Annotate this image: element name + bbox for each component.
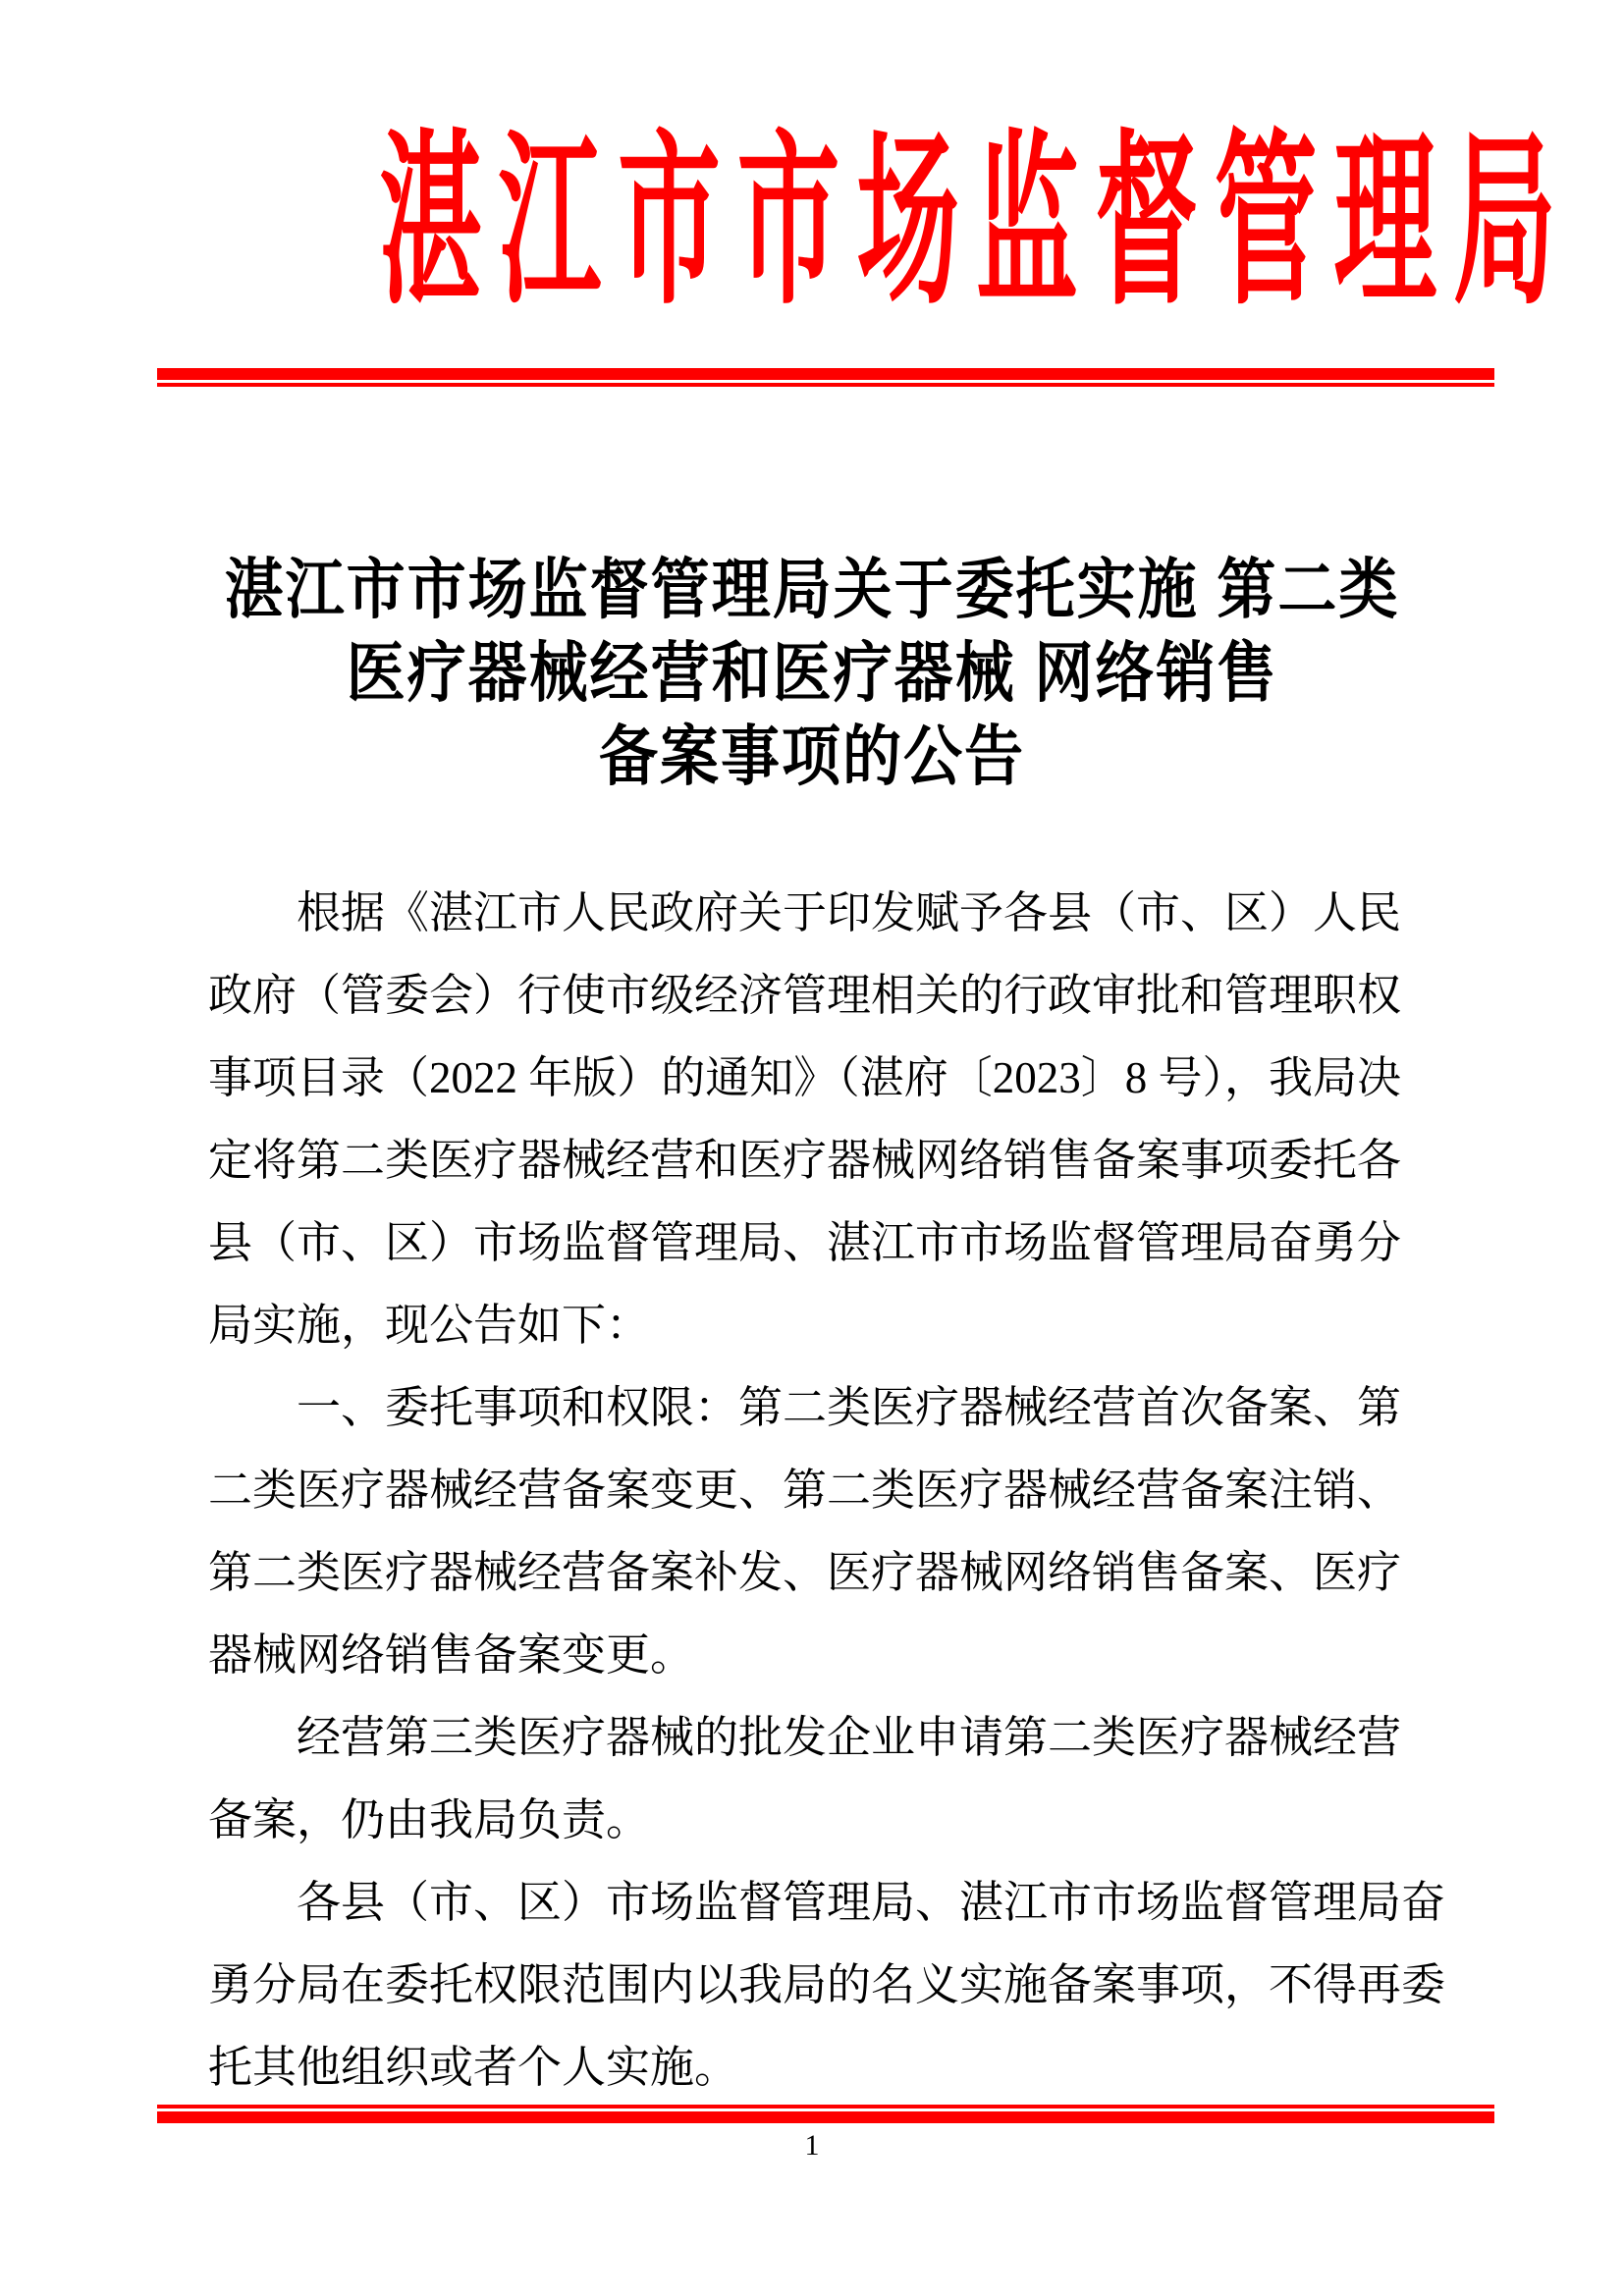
header-divider-thin-line — [157, 383, 1494, 387]
document-title-line: 湛江市市场监督管理局关于委托实施 第二类 — [224, 552, 1400, 627]
body-line: 器械网络销售备案变更。 — [208, 1630, 695, 1680]
footer-divider-thick-line — [157, 2111, 1494, 2123]
body-line: 定将第二类医疗器械经营和医疗器械网络销售备案事项委托各 — [208, 1136, 1402, 1185]
body-line: 县（市、区）市场监督管理局、湛江市市场监督管理局奋勇分 — [208, 1218, 1402, 1267]
page-number: 1 — [804, 2129, 820, 2162]
body-line: 第二类医疗器械经营备案补发、医疗器械网络销售备案、医疗 — [208, 1548, 1402, 1597]
body-line: 二类医疗器械经营备案变更、第二类医疗器械经营备案注销、 — [208, 1466, 1402, 1515]
document-title-line: 医疗器械经营和医疗器械 网络销售 — [346, 635, 1278, 711]
body-line: 局实施，现公告如下： — [208, 1301, 651, 1350]
document-title — [0, 548, 1624, 798]
body-line: 事项目录（2022 年版）的通知》（湛府〔2023〕8 号），我局决 — [208, 1053, 1402, 1102]
footer-divider — [157, 2105, 1494, 2123]
body-line: 政府（管委会）行使市级经济管理相关的行政审批和管理职权 — [208, 971, 1402, 1020]
footer-divider-thin-line — [157, 2105, 1494, 2109]
body-line: 勇分局在委托权限范围内以我局的名义实施备案事项，不得再委 — [208, 1960, 1446, 2009]
header-divider — [157, 368, 1494, 387]
header-divider-thick-line — [157, 368, 1494, 380]
body-text — [208, 872, 1446, 2109]
body-line: 各县（市、区）市场监督管理局、湛江市市场监督管理局奋 — [297, 1878, 1446, 1927]
body-line: 托其他组织或者个人实施。 — [208, 2043, 739, 2092]
document-title-line: 备案事项的公告 — [599, 719, 1025, 794]
body-line: 一、委托事项和权限：第二类医疗器械经营首次备案、第 — [297, 1383, 1402, 1432]
body-line: 备案，仍由我局负责。 — [208, 1795, 651, 1844]
body-line: 根据《湛江市人民政府关于印发赋予各县（市、区）人民 — [297, 888, 1402, 937]
body-line: 经营第三类医疗器械的批发企业申请第二类医疗器械经营 — [297, 1713, 1402, 1762]
letterhead-title: 湛江市市场监督管理局 — [379, 121, 1573, 327]
